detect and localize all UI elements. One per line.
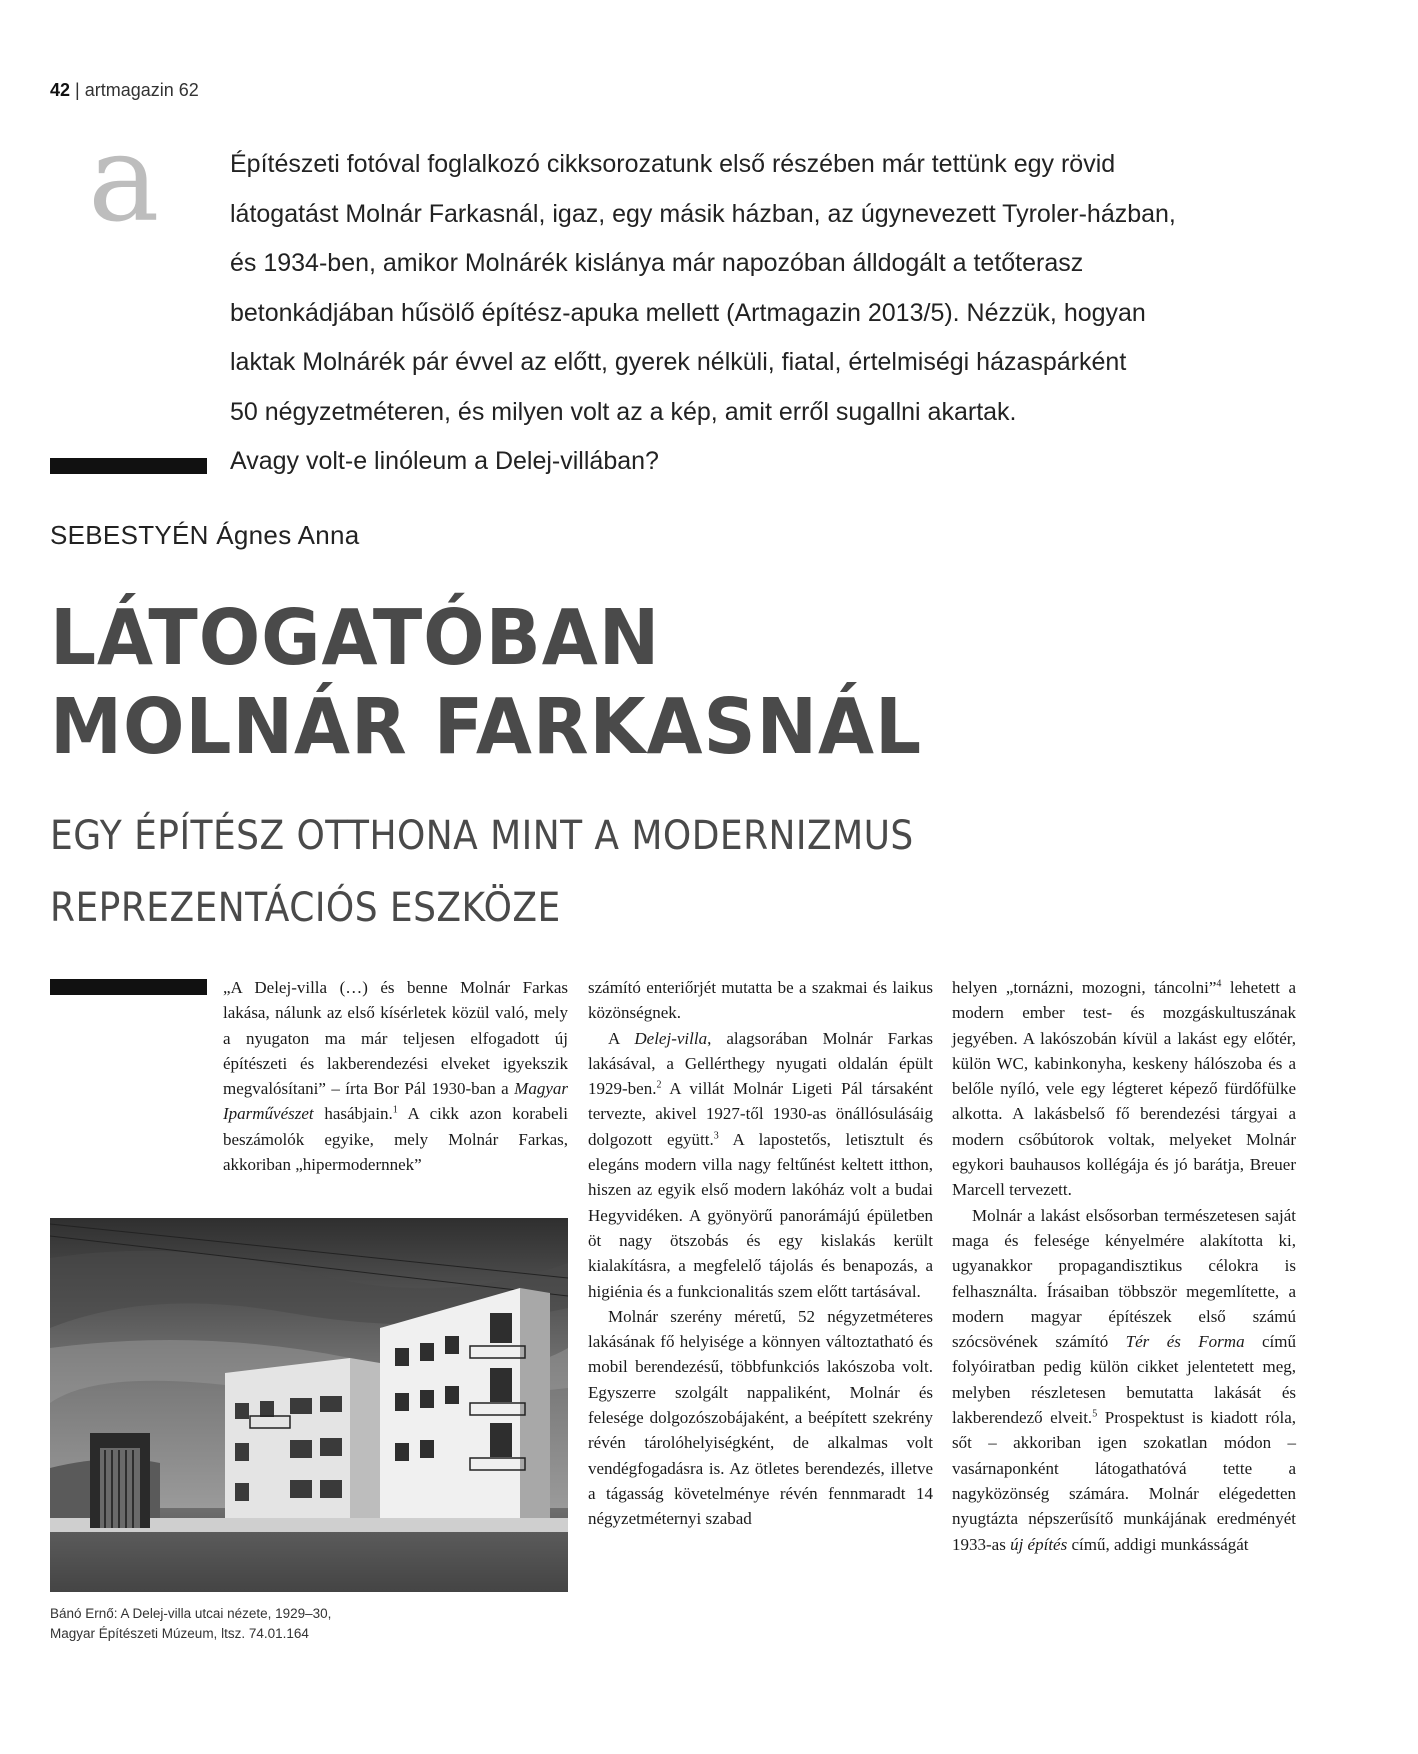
page-folio: [50, 80, 199, 101]
italic-term: Delej-villa: [634, 1028, 708, 1048]
caption-line: Magyar Építészeti Múzeum, ltsz. 74.01.164: [50, 1626, 309, 1641]
italic-title: új építés: [1010, 1534, 1068, 1554]
title-line: MOLNÁR FARKASNÁL: [50, 683, 923, 772]
text-run: lehetett a modern ember test- és mozgáskultuszának jegyében. A lakószobán kívül a lakást egy előtér, külön WC, kabinkonyha, keskeny hálószoba és a belőle nyíló, vele egy légteret képező fürdőfülke alkotta. A lakásbelső fő berendezési tárgyai a modern csőbútorok voltak, melyeket Molnár egykori bauhausos kollégája és jó barátja, Breuer Marcell tervezett.: [952, 978, 1297, 1200]
text-run: című folyóiratban pedig külön cikket jelentetett meg, melyben részletesen bemutatta lakását és lakberendező elveit.: [952, 1332, 1296, 1428]
subtitle-line: EGY ÉPÍTÉSZ OTTHONA MINT A MODERNIZMUS: [50, 813, 914, 859]
villa-photograph: [50, 1218, 568, 1592]
footnote-ref: 4: [1216, 978, 1222, 990]
body-paragraph: Molnár szerény méretű, 52 négyzetméteres lakásának fő helyisége a könnyen változtatható és mobil berendezésű, többfunkciós lakószoba volt. Egyszerre szolgált nappaliként, Molnár és felesége dolgozószobájaként, a beépített szekrény révén tárolóhelyiségként, de alkalmas volt vendégfogadásra is. Az ötletes berendezés, illetve a tágasság követelménye révén fennmaradt 14 négyzetméternyi szabad: [588, 1306, 933, 1529]
decorative-bar: [50, 979, 207, 995]
body-paragraph: [588, 1026, 933, 1304]
body-column-3: [952, 975, 1296, 1557]
subtitle-line: REPREZENTÁCIÓS ESZKÖZE: [50, 885, 561, 931]
drop-cap: a: [88, 110, 160, 249]
author-byline: SEBESTYÉN Ágnes Anna: [50, 520, 360, 550]
body-paragraph: [223, 975, 568, 1177]
text-run: A cikk azon korabeli beszámolók egyike, mely Molnár Farkas, akkoriban „hipermodernnek”: [223, 1104, 568, 1175]
photo-caption: [50, 1604, 470, 1644]
italic-title: Magyar Iparművészet: [223, 1079, 568, 1124]
lead-line: Építészeti fotóval foglalkozó cikksorozatunk első részében már tettünk egy rövid: [230, 150, 1116, 178]
decorative-bar: [50, 458, 207, 474]
text-run: A lapostetős, letisztult és elegáns modern villa nagy feltűnést keltett itthon, hiszen az egyik első modern lakóház volt a budai Hegyvidéken. A gyönyörű panorámájú épületben öt nagy ötszobás és egy kislakás került kialakításra, a megfelelő tájolás és benapozás, a higiénia és a funkcionalitás szem előtt tartásával.: [588, 1129, 933, 1301]
lead-line: Avagy volt-e linóleum a Delej-villában?: [230, 447, 659, 475]
text-run: hasábjain.: [313, 1104, 393, 1124]
body-column-1: [223, 975, 568, 1177]
body-paragraph: [952, 975, 1296, 1203]
footnote-ref: 2: [656, 1079, 662, 1091]
article-subtitle: [50, 800, 914, 944]
page-number: 42: [50, 80, 71, 100]
text-run: Molnár a lakást elsősorban természetesen saját maga és felesége kényelmére alakította ki, ugyanakkor propagandisztikus célokra is felhasználta. Írásaiban többször megemlítette, a modern magyar építészek első számú szócsövének számító: [952, 1205, 1296, 1352]
footnote-ref: 5: [1092, 1408, 1098, 1420]
magazine-issue: artmagazin 62: [84, 80, 199, 100]
text-run: című, addigi munkásságát: [1067, 1534, 1249, 1554]
lead-line: betonkádjában hűsölő építész-apuka mellett (Artmagazin 2013/5). Nézzük, hogyan: [230, 298, 1146, 327]
text-run: A villát Molnár Ligeti Pál társaként tervezte, akivel 1927-től 1930-as önállósulásáig dolgozott együtt.: [588, 1079, 933, 1149]
article-title: [50, 594, 922, 772]
folio-separator: |: [70, 80, 85, 100]
lead-line: 50 négyzetméteren, és milyen volt az a kép, amit erről sugallni akartak.: [230, 397, 1017, 426]
title-line: LÁTOGATÓBAN: [50, 594, 661, 683]
text-run: , alagsorában Molnár Farkas lakásával, a Gellérthegy nyugati oldalán épült 1929-ben.: [588, 1028, 933, 1099]
body-paragraph: [952, 1203, 1296, 1557]
italic-title: Tér és Forma: [1125, 1332, 1245, 1352]
text-run: A: [608, 1028, 635, 1048]
lead-paragraph: [230, 140, 1300, 487]
footnote-ref: 3: [713, 1130, 719, 1142]
footnote-ref: 1: [392, 1104, 398, 1116]
text-run: helyen „tornázni, mozogni, táncolni”: [952, 978, 1217, 997]
lead-line: laktak Molnárék pár évvel az előtt, gyerek nélküli, fiatal, értelmiségi házaspárként: [230, 348, 1127, 376]
text-run: Prospektust is kiadott róla, sőt – akkoriban igen szokatlan módon – vasárnaponként látogathatóvá tette a nagyközönség számára. Molnár elégedetten nyugtázta népszerűsítő munkájának eredményét 1933-as: [952, 1408, 1296, 1554]
lead-line: és 1934-ben, amikor Molnárék kislánya már napozóban álldogált a tetőterasz: [230, 249, 1084, 277]
body-paragraph: számító enteriőrjét mutatta be a szakmai és laikus közönségnek.: [588, 978, 933, 1023]
lead-line: látogatást Molnár Farkasnál, igaz, egy másik házban, az úgynevezett Tyroler-házban,: [230, 199, 1176, 228]
body-column-2: [588, 975, 933, 1532]
caption-line: Bánó Ernő: A Delej-villa utcai nézete, 1929–30,: [50, 1606, 332, 1621]
text-run: „A Delej-villa (…) és benne Molnár Farkas lakása, nálunk az első kísérletek közül való, mely a nyugaton ma már teljesen elfogadott új építészeti és lakberendezési elveket igyekszik megvalósítani” – írta Bor Pál 1930-ban a: [223, 978, 568, 1099]
